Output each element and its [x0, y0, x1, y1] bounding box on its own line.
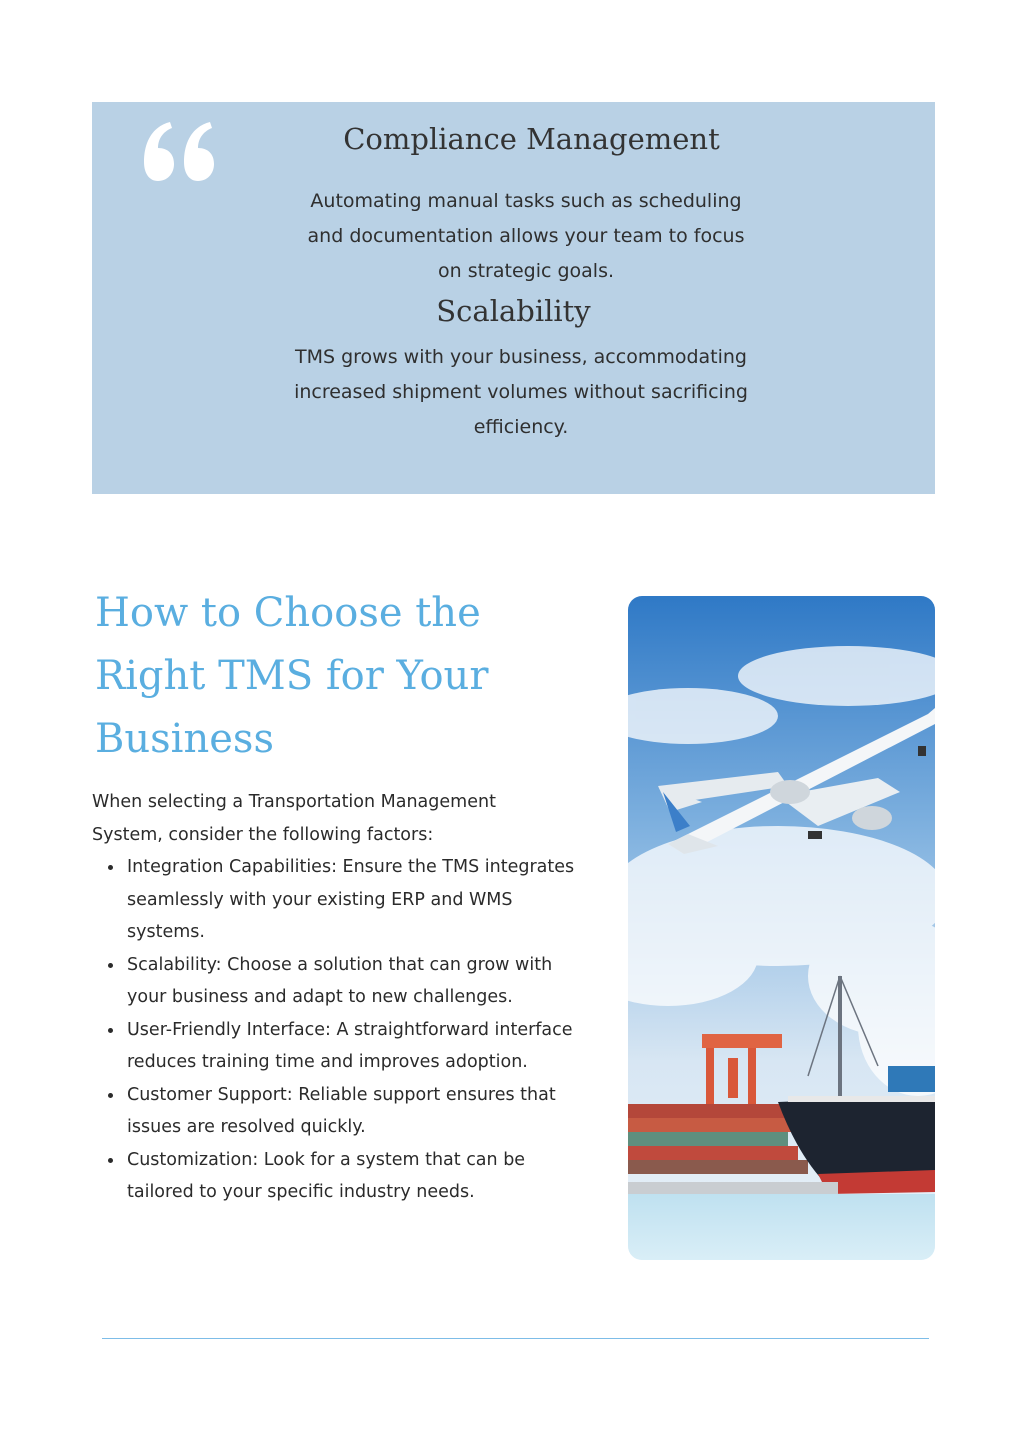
list-item: Integration Capabilities: Ensure the TMS integrates seamlessly with your existing ERP and WMS systems.: [127, 851, 577, 949]
list-item: User-Friendly Interface: A straightforward interface reduces training time and improves adoption.: [127, 1014, 577, 1079]
compliance-text: Automating manual tasks such as scheduling and documentation allows your team to focus on strategic goals.: [307, 190, 745, 282]
compliance-heading: Compliance Management: [343, 122, 720, 156]
factor-list: [92, 851, 577, 1209]
scalability-heading: Scalability: [436, 294, 591, 328]
section-title: How to Choose the Right TMS for Your Business: [95, 590, 489, 762]
scalability-text: TMS grows with your business, accommodating increased shipment volumes without sacrificing efficiency.: [294, 346, 748, 438]
list-item: Customer Support: Reliable support ensures that issues are resolved quickly.: [127, 1079, 577, 1144]
intro-paragraph: When selecting a Transportation Management System, consider the following factors:: [92, 792, 496, 845]
list-item: Scalability: Choose a solution that can grow with your business and adapt to new challenges.: [127, 949, 577, 1014]
airplane-and-cargo-ship-photo: [628, 596, 935, 1260]
list-item: Customization: Look for a system that can be tailored to your specific industry needs.: [127, 1144, 577, 1209]
footer-divider: [102, 1338, 929, 1339]
